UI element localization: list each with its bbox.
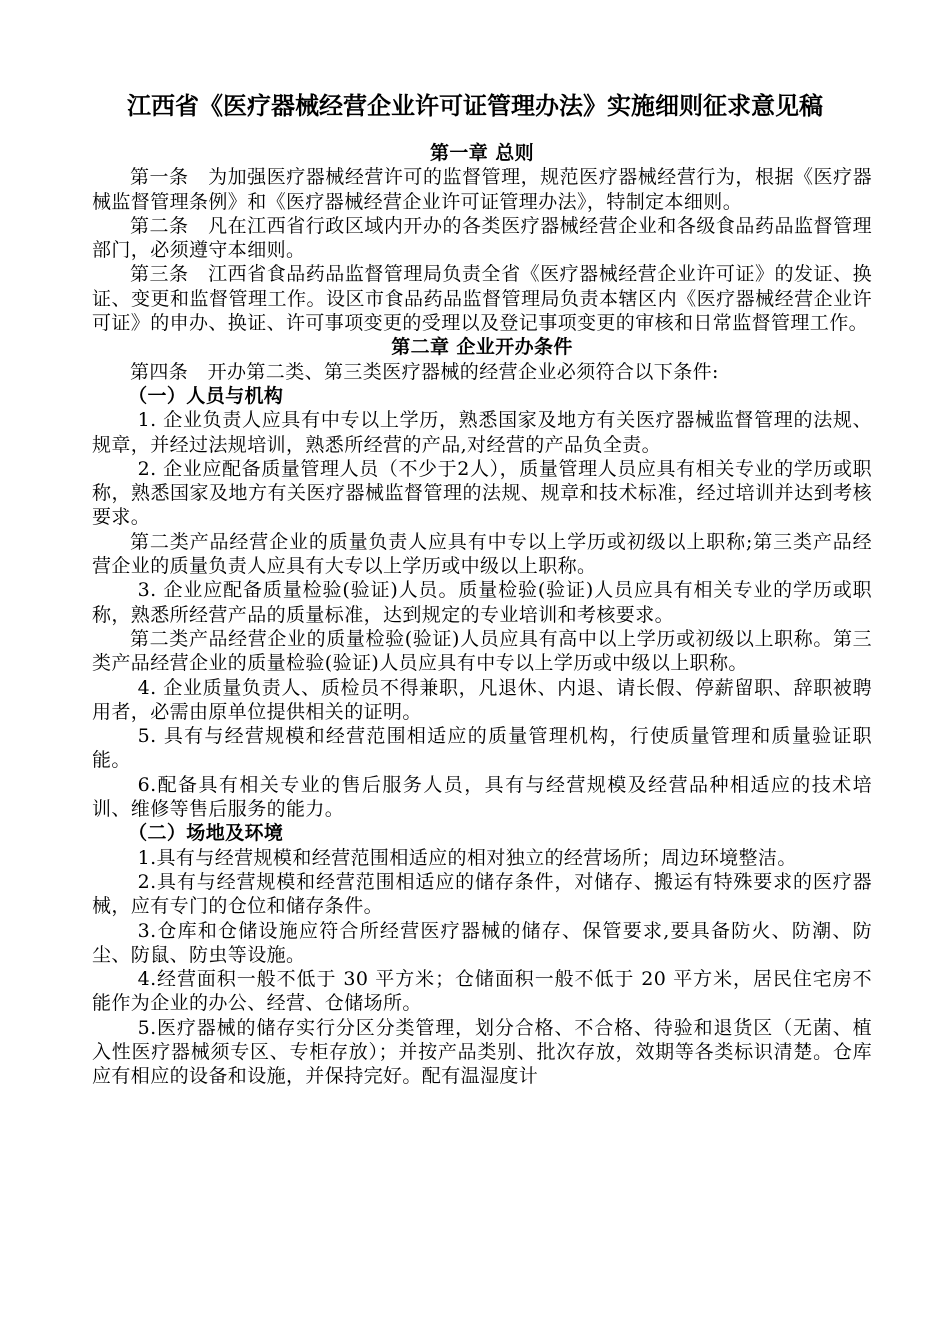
document-title: 江西省《医疗器械经营企业许可证管理办法》实施细则征求意见稿 xyxy=(127,91,823,120)
personnel-item-2-note: 第二类产品经营企业的质量负责人应具有中专以上学历或初级以上职称;第三类产品经营企业的质量负责人应具有大专以上学历或中级以上职称。 xyxy=(92,530,872,578)
personnel-item-3: 3. 企业应配备质量检验(验证)人员。质量检验(验证)人员应具有相关专业的学历或职称，熟悉所经营产品的质量标准，达到规定的专业培训和考核要求。 xyxy=(92,579,872,626)
document-body xyxy=(92,141,872,1089)
article-3: 第三条 江西省食品药品监督管理局负责全省《医疗器械经营企业许可证》的发证、换证、变更和监督管理工作。设区市食品药品监督管理局负责本辖区内《医疗器械经营企业许可证》的申办、换证、许可事项变更的受理以及登记事项变更的审核和日常监督管理工作。 xyxy=(92,263,872,335)
premises-item-2: 2.具有与经营规模和经营范围相适应的储存条件，对储存、搬运有特殊要求的医疗器械，应有专门的仓位和储存条件。 xyxy=(92,870,872,918)
personnel-item-2: 2. 企业应配备质量管理人员（不少于2人），质量管理人员应具有相关专业的学历或职称，熟悉国家及地方有关医疗器械监督管理的法规、规章和技术标准，经过培训并达到考核要求。 xyxy=(92,457,872,529)
section-premises-heading: （二）场地及环境 xyxy=(128,822,284,845)
personnel-item-6: 6.配备具有相关专业的售后服务人员，具有与经营规模及经营品种相适应的技术培训、维修等售后服务的能力。 xyxy=(92,773,872,821)
premises-item-4: 4.经营面积一般不低于 30 平方米；仓储面积一般不低于 20 平方米，居民住宅房不能作为企业的办公、经营、仓储场所。 xyxy=(92,968,872,1015)
premises-item-3: 3.仓库和仓储设施应符合所经营医疗器械的储存、保管要求,要具备防火、防潮、防尘、防鼠、防虫等设施。 xyxy=(92,919,872,966)
article-1: 第一条 为加强医疗器械经营许可的监督管理，规范医疗器械经营行为，根据《医疗器械监督管理条例》和《医疗器械经营企业许可证管理办法》，特制定本细则。 xyxy=(92,166,872,213)
personnel-item-1: 1. 企业负责人应具有中专以上学历，熟悉国家及地方有关医疗器械监督管理的法规、规章，并经过法规培训，熟悉所经营的产品,对经营的产品负全责。 xyxy=(92,409,872,456)
premises-item-5: 5.医疗器械的储存实行分区分类管理，划分合格、不合格、待验和退货区（无菌、植入性医疗器械须专区、专柜存放）；并按产品类别、批次存放，效期等各类标识清楚。仓库应有相应的设备和设施，并保持完好。配有温湿度计 xyxy=(92,1016,872,1088)
personnel-item-5: 5. 具有与经营规模和经营范围相适应的质量管理机构，行使质量管理和质量验证职能。 xyxy=(92,725,872,772)
chapter-2-heading: 第二章 企业开办条件 xyxy=(391,336,573,359)
personnel-item-4: 4. 企业质量负责人、质检员不得兼职，凡退休、内退、请长假、停薪留职、辞职被聘用者，必需由原单位提供相关的证明。 xyxy=(92,676,872,723)
article-4: 第四条 开办第二类、第三类医疗器械的经营企业必须符合以下条件: xyxy=(130,360,719,383)
personnel-item-3-note: 第二类产品经营企业的质量检验(验证)人员应具有高中以上学历或初级以上职称。第三类产品经营企业的质量检验(验证)人员应具有中专以上学历或中级以上职称。 xyxy=(92,627,872,675)
article-2: 第二条 凡在江西省行政区域内开办的各类医疗器械经营企业和各级食品药品监督管理部门，必须遵守本细则。 xyxy=(92,214,872,262)
premises-item-1: 1.具有与经营规模和经营范围相适应的相对独立的经营场所；周边环境整洁。 xyxy=(137,846,797,869)
chapter-1-heading: 第一章 总则 xyxy=(429,142,534,164)
section-personnel-heading: （一）人员与机构 xyxy=(128,384,284,407)
